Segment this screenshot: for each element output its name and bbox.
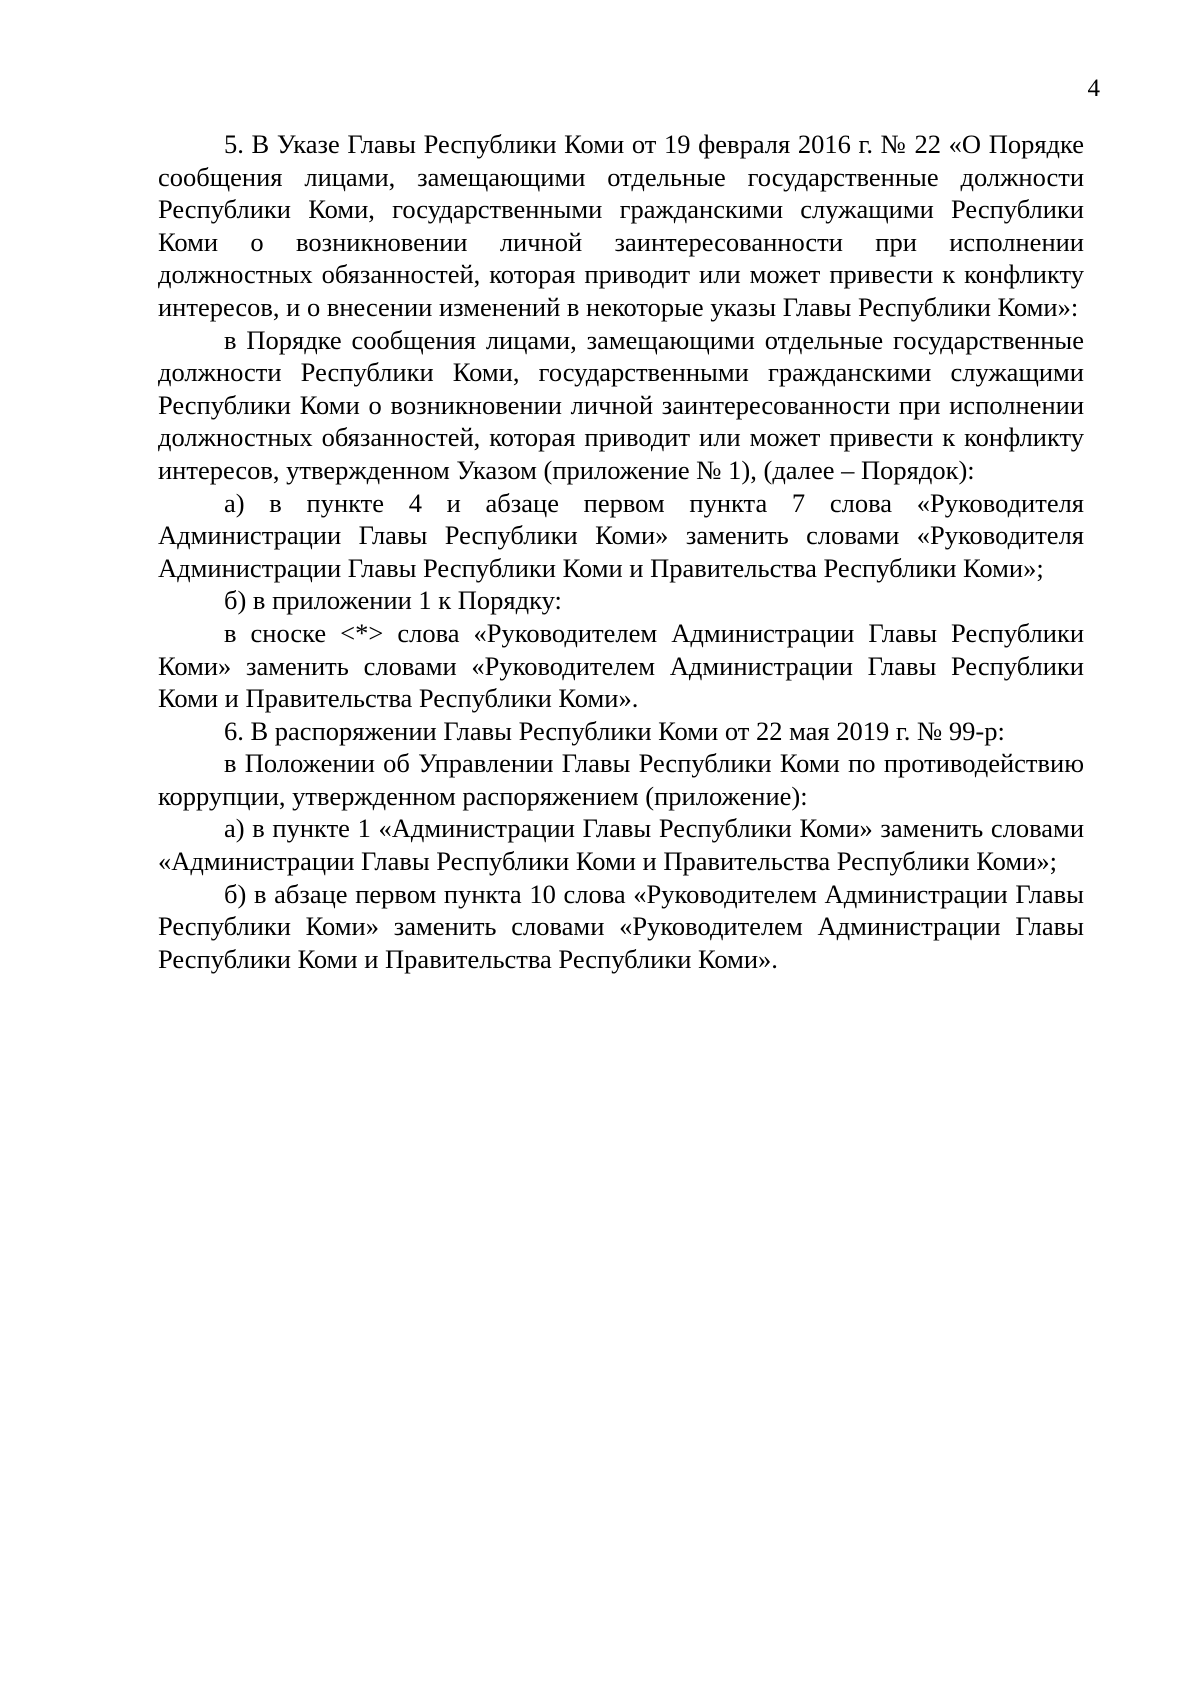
page-number: 4 (1087, 75, 1100, 102)
paragraph-item-6: 6. В распоряжении Главы Республики Коми от 22 мая 2019 г. № 99-р: (224, 715, 1005, 746)
document-body (158, 128, 1084, 975)
paragraph-poryadok-amendment: в Порядке сообщения лицами, замещающими отдельные государственные должности Республики Коми, государственными гражданскими служащими Республики Коми о возникновении личной заинтересованности при исполнении должностных обязанностей, которая приводит или может привести к конфликту интересов, утвержденном Указом (приложение № 1), (далее – Порядок): (158, 324, 1084, 485)
paragraph-subitem-b: б) в приложении 1 к Порядку: (224, 585, 562, 616)
paragraph-polozhenie-amendment: в Положении об Управлении Главы Республики Коми по противодействию коррупции, утвержденном распоряжением (приложение): (158, 748, 1084, 811)
paragraph-item-5: 5. В Указе Главы Республики Коми от 19 февраля 2016 г. № 22 «О Порядке сообщения лицами, замещающими отдельные государственные должности Республики Коми, государственными гражданскими служащими Республики Коми о возникновении личной заинтересованности при исполнении должностных обязанностей, которая приводит или может привести к конфликту интересов, и о внесении изменений в некоторые указы Главы Республики Коми»: (158, 129, 1084, 322)
paragraph-footnote-amendment: в сноске <*> слова «Руководителем Администрации Главы Республики Коми» заменить словами «Руководителем Администрации Главы Республики Коми и Правительства Республики Коми». (158, 617, 1084, 714)
paragraph-subitem-a: а) в пункте 4 и абзаце первом пункта 7 слова «Руководителя Администрации Главы Республики Коми» заменить словами «Руководителя Администрации Главы Республики Коми и Правительства Республики Коми»; (158, 487, 1084, 583)
paragraph-subitem-b-2: б) в абзаце первом пункта 10 слова «Руководителем Администрации Главы Республики Коми» заменить словами «Руководителем Администрации Главы Республики Коми и Правительства Республики Коми». (158, 878, 1084, 974)
paragraph-subitem-a-2: а) в пункте 1 «Администрации Главы Республики Коми» заменить словами «Администрации Главы Республики Коми и Правительства Республики Коми»; (158, 813, 1084, 877)
